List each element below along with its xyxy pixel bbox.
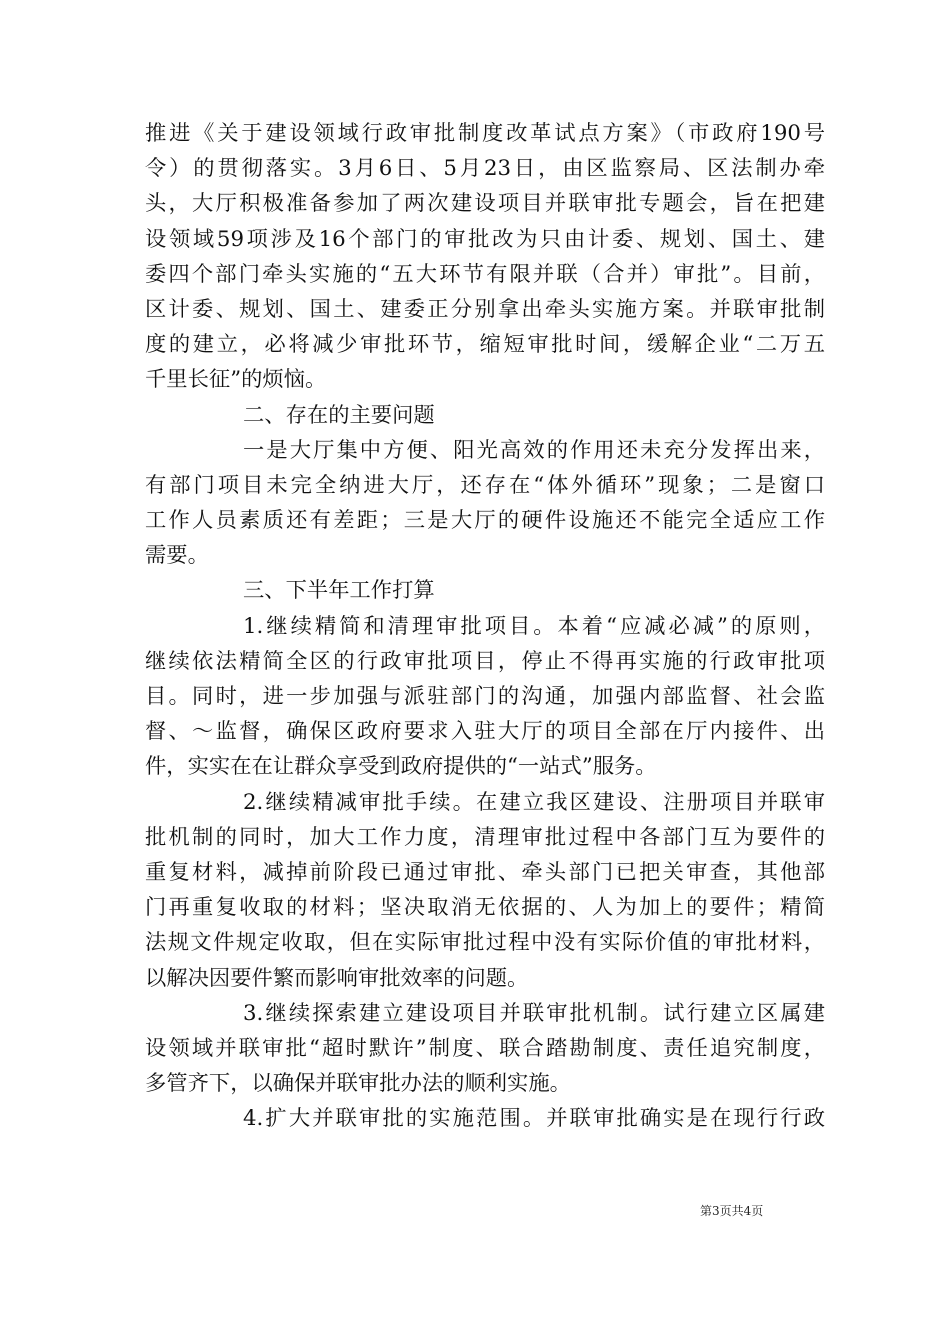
document-line: 法规文件规定收取，但在实际审批过程中没有实际价值的审批材料， [145,930,825,956]
document-line: 三、下半年工作打算 [243,578,435,604]
document-line: 推进《关于建设领域行政审批制度改革试点方案》（市政府190号 [145,121,825,146]
document-line: 继续依法精简全区的行政审批项目，停止不得再实施的行政审批项 [145,648,825,674]
document-line: 一是大厅集中方便、阳光高效的作用还未充分发挥出来， [243,437,825,463]
document-line: 头，大厅积极准备参加了两次建设项目并联审批专题会，旨在把建 [145,191,825,217]
document-line: 多管齐下，以确保并联审批办法的顺利实施。 [145,1071,571,1097]
document-line: 工作人员素质还有差距；三是大厅的硬件设施还不能完全适应工作 [145,508,825,534]
document-line: 以解决因要件繁而影响审批效率的问题。 [145,965,529,991]
document-line: 设领域并联审批“超时默许”制度、联合踏勘制度、责任追究制度， [145,1035,825,1061]
document-line: 1.继续精简和清理审批项目。本着“应减必减”的原则， [243,613,825,639]
document-line: 二、存在的主要问题 [243,402,435,428]
document-line: 设领域59项涉及16个部门的审批改为只由计委、规划、国土、建 [145,226,825,252]
document-line: 令）的贯彻落实。3月6日、5月23日，由区监察局、区法制办牵 [145,156,825,182]
document-line: 3.继续探索建立建设项目并联审批机制。试行建立区属建 [243,1000,825,1026]
document-line: 委四个部门牵头实施的“五大环节有限并联（合并）审批”。目前， [145,261,825,287]
document-line: 目。同时，进一步加强与派驻部门的沟通，加强内部监督、社会监 [145,684,825,709]
document-line: 批机制的同时，加大工作力度，清理审批过程中各部门互为要件的 [145,824,825,850]
document-line: 千里长征”的烦恼。 [145,367,327,393]
document-body [145,116,825,1136]
document-line: 门再重复收取的材料；坚决取消无依据的、人为加上的要件；精简 [145,895,825,921]
document-line: 需要。 [145,543,209,569]
document-line: 区计委、规划、国土、建委正分别拿出牵头实施方案。并联审批制 [145,296,825,322]
document-line: 4.扩大并联审批的实施范围。并联审批确实是在现行行政 [243,1106,825,1132]
document-line: 2.继续精减审批手续。在建立我区建设、注册项目并联审 [243,789,825,815]
document-line: 重复材料，减掉前阶段已通过审批、牵头部门已把关审查，其他部 [145,859,825,885]
document-line: 度的建立，必将减少审批环节，缩短审批时间，缓解企业“二万五 [145,332,825,358]
document-line: 督、～监督，确保区政府要求入驻大厅的项目全部在厅内接件、出 [145,719,825,745]
page-footer: 第3页共4页 [700,1204,764,1218]
document-line: 件，实实在在让群众享受到政府提供的“一站式”服务。 [145,754,657,780]
document-line: 有部门项目未完全纳进大厅，还存在“体外循环”现象；二是窗口 [145,472,825,498]
